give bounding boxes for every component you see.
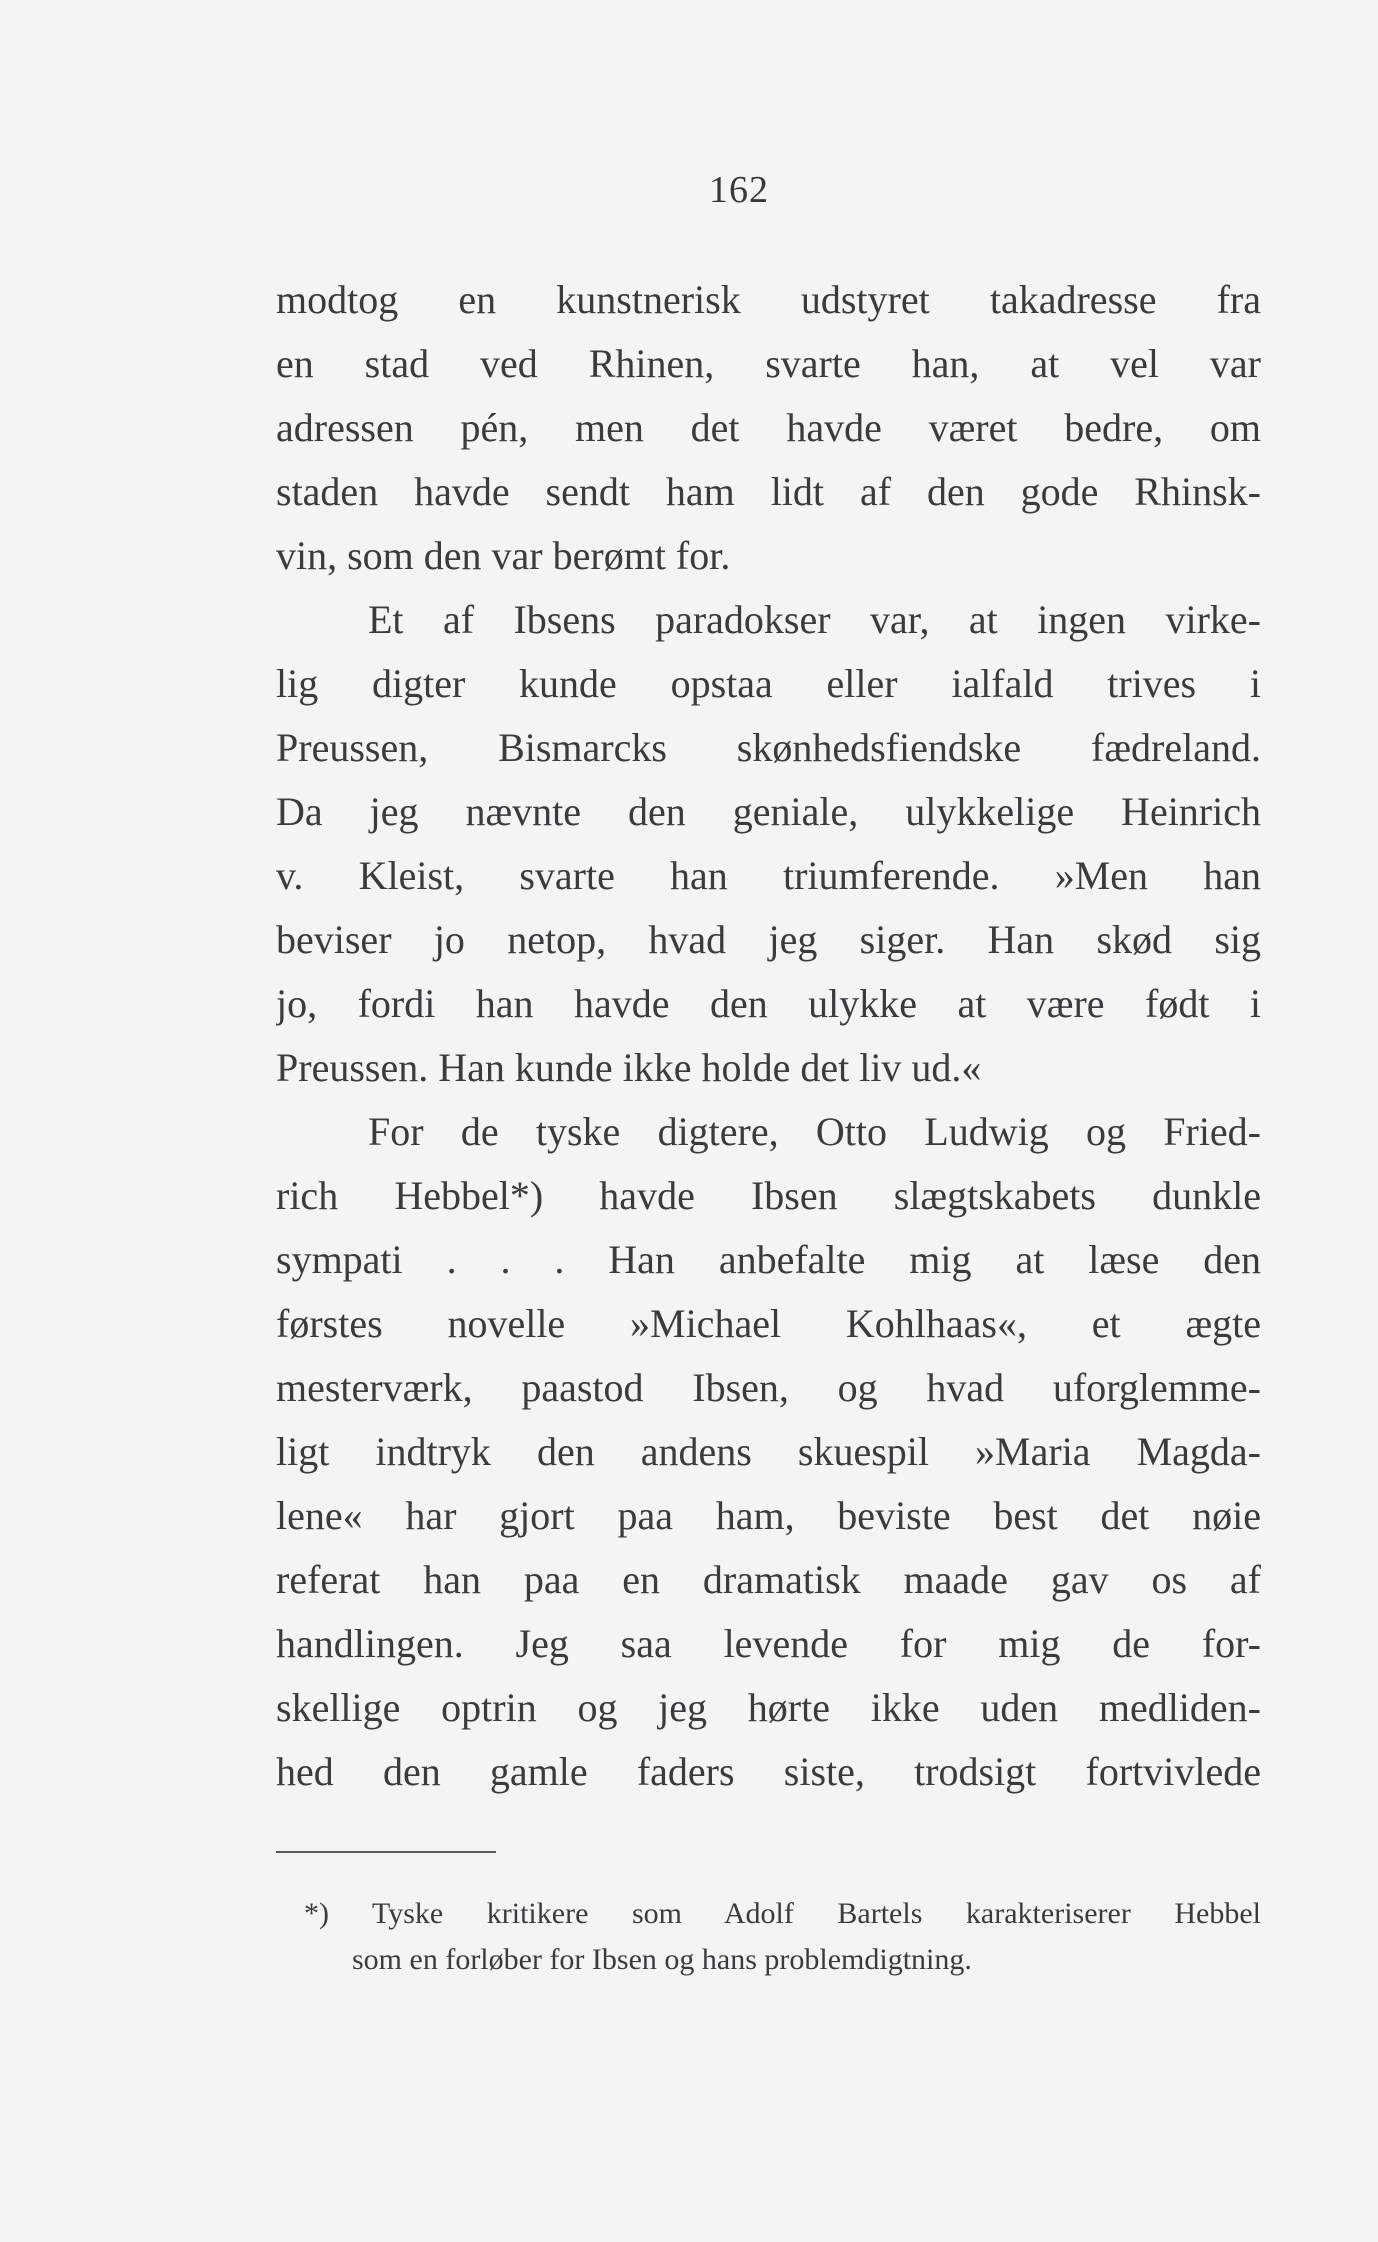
footnote-line: *) Tyske kritikere som Adolf Bartels karakteriserer Hebbel (304, 1897, 1261, 1930)
page-number: 162 (709, 169, 769, 211)
text-line: Preussen. Han kunde ikke holde det liv ud.« (276, 1045, 982, 1090)
text-line: staden havde sendt ham lidt af den gode Rhinsk- (276, 469, 1261, 514)
text-line: hed den gamle faders siste, trodsigt fortvivlede (276, 1749, 1261, 1794)
footnote-divider (276, 1851, 496, 1853)
body-text (276, 268, 1261, 1804)
text-line: skellige optrin og jeg hørte ikke uden medliden- (276, 1685, 1261, 1730)
text-line: Da jeg nævnte den geniale, ulykkelige Heinrich (276, 789, 1261, 834)
text-line: rich Hebbel*) havde Ibsen slægtskabets dunkle (276, 1173, 1261, 1218)
text-line: ligt indtryk den andens skuespil »Maria Magda- (276, 1429, 1261, 1474)
footnote-line: som en forløber for Ibsen og hans problemdigtning. (352, 1943, 972, 1976)
footnote (276, 1891, 1261, 1983)
text-line: adressen pén, men det havde været bedre, om (276, 405, 1261, 450)
paragraph-start-line: For de tyske digtere, Otto Ludwig og Fried- (368, 1109, 1261, 1154)
text-line: mesterværk, paastod Ibsen, og hvad uforglemme- (276, 1365, 1261, 1410)
text-line: lene« har gjort paa ham, beviste best det nøie (276, 1493, 1261, 1538)
text-line: lig digter kunde opstaa eller ialfald trives i (276, 661, 1261, 706)
text-line: referat han paa en dramatisk maade gav os af (276, 1557, 1261, 1602)
text-line: jo, fordi han havde den ulykke at være født i (276, 981, 1261, 1026)
text-line: Preussen, Bismarcks skønhedsfiendske fædreland. (276, 725, 1261, 770)
text-line: vin, som den var berømt for. (276, 533, 731, 578)
paragraph-start-line: Et af Ibsens paradokser var, at ingen virke- (368, 597, 1261, 642)
text-line: v. Kleist, svarte han triumferende. »Men han (276, 853, 1261, 898)
text-line: sympati . . . Han anbefalte mig at læse den (276, 1237, 1261, 1282)
text-line: en stad ved Rhinen, svarte han, at vel var (276, 341, 1261, 386)
text-line: modtog en kunstnerisk udstyret takadresse fra (276, 277, 1261, 322)
text-line: handlingen. Jeg saa levende for mig de for- (276, 1621, 1261, 1666)
text-line: førstes novelle »Michael Kohlhaas«, et ægte (276, 1301, 1261, 1346)
text-line: beviser jo netop, hvad jeg siger. Han skød sig (276, 917, 1261, 962)
